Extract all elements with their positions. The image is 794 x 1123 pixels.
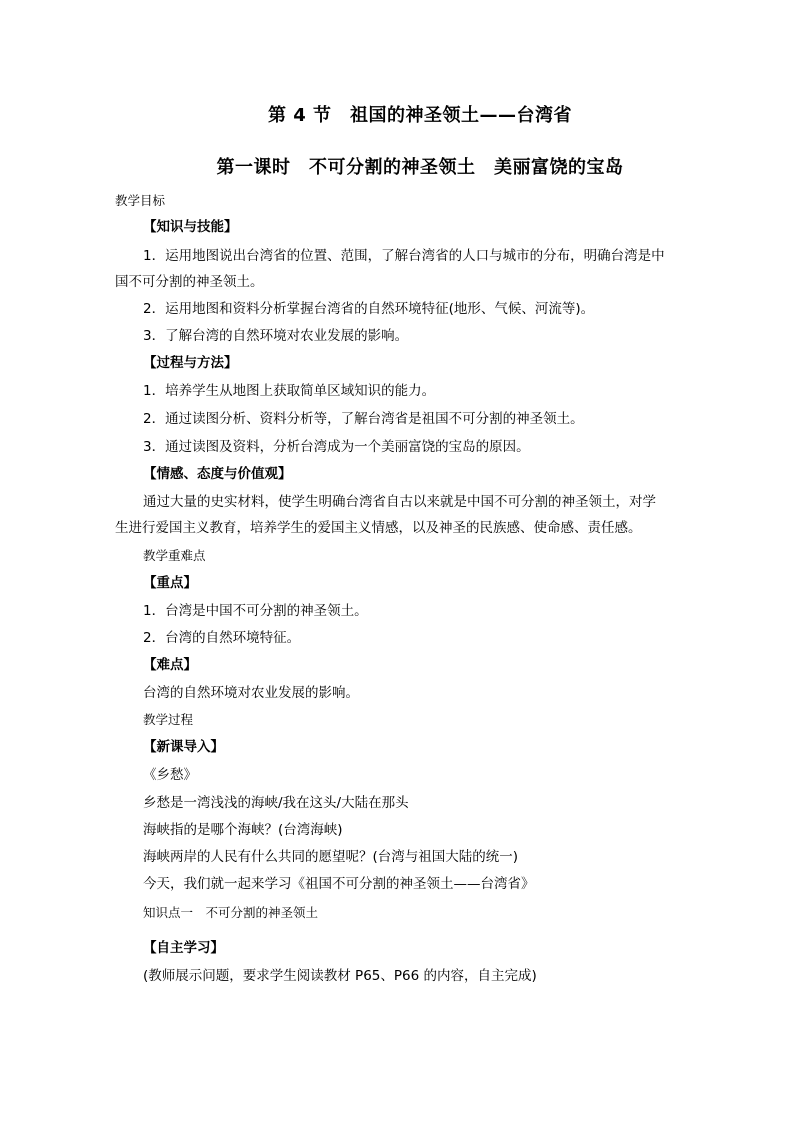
key-points-heading: 教学重难点: [143, 548, 206, 563]
process-item-3: 3．通过读图及资料，分析台湾成为一个美丽富饶的宝岛的原因。: [143, 439, 530, 455]
focus-item-1: 1．台湾是中国不可分割的神圣领土。: [143, 603, 368, 619]
process-item-2: 2．通过读图分析、资料分析等，了解台湾省是祖国不可分割的神圣领土。: [143, 411, 584, 427]
poem-line: 乡愁是一湾浅浅的海峡/我在这头/大陆在那头: [143, 795, 409, 811]
process-methods-label: 【过程与方法】: [143, 355, 238, 371]
self-study-text: (教师展示问题，要求学生阅读教材 P65、P66 的内容，自主完成): [143, 968, 537, 984]
emotion-values-label: 【情感、态度与价值观】: [143, 466, 292, 482]
knowledge-item-2: 2．运用地图和资料分析掌握台湾省的自然环境特征(地形、气候、河流等)。: [143, 301, 595, 317]
difficulty-label: 【难点】: [143, 657, 197, 673]
process-heading: 教学过程: [143, 712, 194, 727]
self-study-label: 【自主学习】: [143, 940, 224, 956]
today-intro: 今天，我们就一起来学习《祖国不可分割的神圣领土——台湾省》: [143, 876, 535, 892]
knowledge-item-1-line-1: 1．运用地图说出台湾省的位置、范围，了解台湾省的人口与城市的分布，明确台湾是中: [143, 248, 665, 264]
focus-item-2: 2．台湾的自然环境特征。: [143, 630, 301, 646]
poem-title: 《乡愁》: [143, 767, 197, 783]
knowledge-item-1-line-2: 国不可分割的神圣领土。: [115, 274, 264, 290]
process-item-1: 1．培养学生从地图上获取简单区域知识的能力。: [143, 383, 436, 399]
difficulty-item-1: 台湾的自然环境对农业发展的影响。: [143, 685, 359, 701]
knowledge-point-1: 知识点一 不可分割的神圣领土: [143, 905, 319, 920]
question-1: 海峡指的是哪个海峡？(台湾海峡): [143, 822, 343, 838]
new-lesson-intro-label: 【新课导入】: [143, 739, 224, 755]
emotion-line-2: 生进行爱国主义教育，培养学生的爱国主义情感，以及神圣的民族感、使命感、责任感。: [115, 520, 642, 536]
section-title: 第 4 节 祖国的神圣领土——台湾省: [267, 105, 573, 126]
emotion-line-1: 通过大量的史实材料，使学生明确台湾省自古以来就是中国不可分割的神圣领土，对学: [143, 494, 656, 510]
knowledge-item-3: 3．了解台湾的自然环境对农业发展的影响。: [143, 328, 409, 344]
lesson-title: 第一课时 不可分割的神圣领土 美丽富饶的宝岛: [216, 157, 624, 178]
focus-label: 【重点】: [143, 575, 197, 591]
knowledge-skills-label: 【知识与技能】: [143, 219, 238, 235]
question-2: 海峡两岸的人民有什么共同的愿望呢？(台湾与祖国大陆的统一): [143, 849, 519, 865]
objectives-heading: 教学目标: [115, 193, 166, 208]
